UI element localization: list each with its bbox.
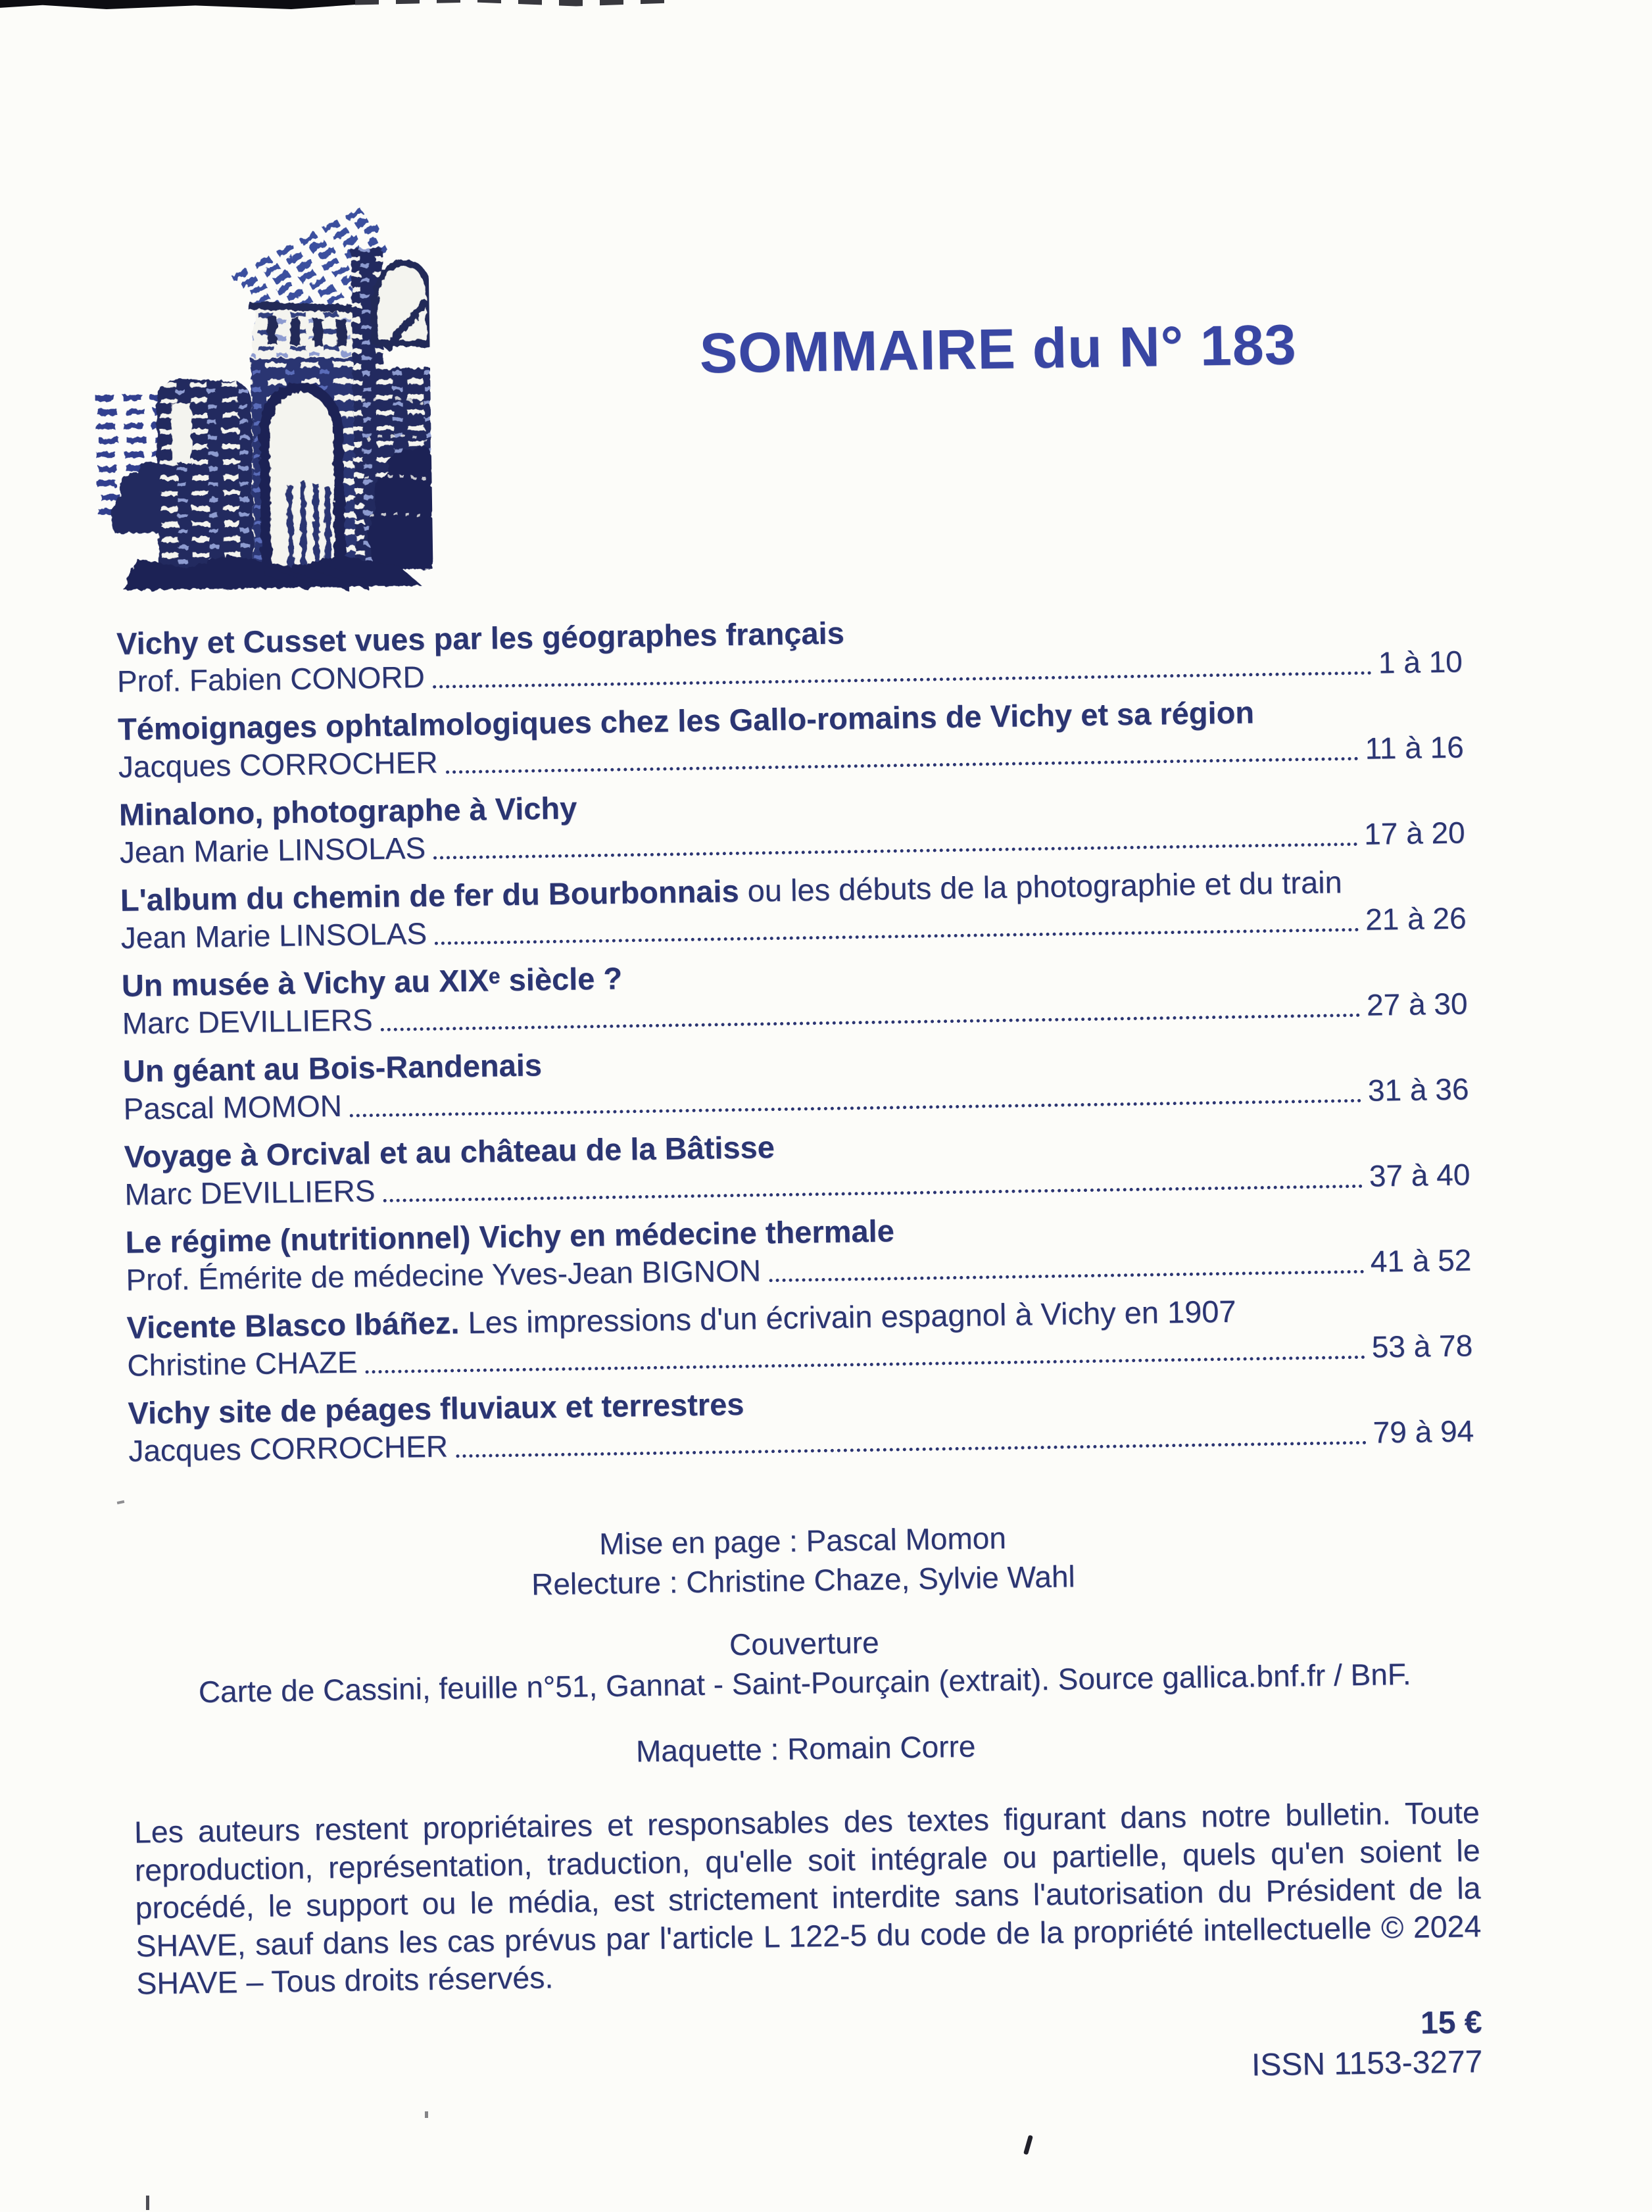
entry-title-bold: Le régime (nutritionnel) Vichy en médecine thermale <box>125 1213 895 1260</box>
entry-title-bold: Vichy site de péages fluviaux et terrestres <box>128 1386 744 1431</box>
entry-author: Prof. Fabien CONORD <box>116 659 425 699</box>
entry-author: Marc DEVILLIERS <box>124 1173 376 1212</box>
entry-pages: 17 à 20 <box>1363 815 1466 851</box>
credit-mise-en-page: Mise en page : Pascal Momon <box>598 1520 1007 1561</box>
castle-engraving-illustration <box>92 201 433 598</box>
entry-pages: 21 à 26 <box>1365 900 1467 937</box>
dot-leader <box>433 672 1372 689</box>
entry-pages: 27 à 30 <box>1366 986 1468 1022</box>
table-of-contents <box>116 605 1474 1480</box>
issn-number: ISSN 1153-3277 <box>1251 2044 1483 2083</box>
couverture-text: Carte de Cassini, feuille n°51, Gannat - Saint-Pourçain (extrait). Source gallica.bnf.fr / BnF. <box>198 1656 1411 1709</box>
credits-block <box>130 1511 1478 1778</box>
toc-entry <box>126 1289 1472 1384</box>
dot-leader <box>456 1441 1367 1458</box>
toc-entry <box>116 605 1463 700</box>
dot-leader <box>350 1099 1361 1118</box>
toc-entry <box>122 1032 1469 1127</box>
dot-leader <box>769 1270 1364 1282</box>
scan-speckle <box>425 2111 428 2118</box>
entry-author: Jean Marie LINSOLAS <box>120 916 427 955</box>
toc-entry <box>125 1203 1471 1298</box>
entry-author: Jacques CORROCHER <box>118 745 438 784</box>
page-title: SOMMAIRE du N° 183 <box>699 313 1298 385</box>
scan-speckle <box>146 2196 149 2210</box>
entry-title-bold: Voyage à Orcival et au château de la Bâtisse <box>124 1129 775 1174</box>
entry-pages: 1 à 10 <box>1378 644 1463 680</box>
entry-title-bold: Vicente Blasco Ibáñez. <box>126 1305 460 1345</box>
credit-maquette: Maquette : Romain Corre <box>635 1729 976 1769</box>
entry-title-rest: Les impressions d'un écrivain espagnol à Vichy en 1907 <box>459 1293 1236 1340</box>
entry-title-bold: Un musée à Vichy au XIXᵉ siècle ? <box>121 960 623 1003</box>
toc-entry <box>121 946 1467 1042</box>
entry-pages: 79 à 94 <box>1373 1413 1474 1450</box>
entry-author: Prof. Émérite de médecine Yves-Jean BIGNON <box>126 1253 762 1297</box>
toc-entry <box>118 690 1464 785</box>
entry-title-bold: Témoignages ophtalmologiques chez les Gallo-romains de Vichy et sa région <box>117 695 1255 747</box>
entry-pages: 41 à 52 <box>1370 1242 1472 1279</box>
dot-leader <box>433 843 1357 860</box>
toc-entry <box>124 1118 1470 1213</box>
entry-author: Marc DEVILLIERS <box>122 1002 373 1041</box>
price: 15 € <box>1420 2005 1482 2041</box>
dot-leader <box>435 928 1359 945</box>
entry-pages: 31 à 36 <box>1367 1071 1469 1108</box>
toc-entry <box>128 1374 1474 1469</box>
footer-block <box>1251 2003 1483 2085</box>
entry-pages: 11 à 16 <box>1365 729 1465 766</box>
entry-author: Jean Marie LINSOLAS <box>119 830 426 870</box>
entry-pages: 37 à 40 <box>1369 1157 1470 1193</box>
toc-entry <box>120 861 1467 956</box>
credit-relecture: Relecture : Christine Chaze, Sylvie Wahl <box>531 1559 1076 1602</box>
entry-pages: 53 à 78 <box>1371 1328 1473 1364</box>
dot-leader <box>381 1014 1361 1031</box>
entry-title-bold: Vichy et Cusset vues par les géographes français <box>116 615 845 661</box>
dot-leader <box>383 1185 1363 1202</box>
entry-title-rest: ou les débuts de la photographie et du train <box>739 864 1343 908</box>
dot-leader <box>446 757 1359 774</box>
entry-title-bold: L'album du chemin de fer du Bourbonnais <box>120 873 739 918</box>
legal-paragraph: Les auteurs restent propriétaires et responsables des textes figurant dans notre bulletin. Toute reproduction, représentation, traduction, qu'elle soit intégrale ou partielle, quels qu'en soient le procédé, le support ou le média, est strictement interdite sans l'autorisation du Président de la SHAVE, sauf dans les cas prévus par l'article L 122-5 du code de la propriété intellectuelle © 2024 SHAVE – Tous droits réservés. <box>134 1795 1482 2001</box>
entry-author: Jacques CORROCHER <box>128 1429 449 1468</box>
dot-leader <box>366 1356 1365 1374</box>
toc-entry <box>119 775 1465 871</box>
entry-author: Pascal MOMON <box>123 1088 343 1126</box>
entry-title-bold: Minalono, photographe à Vichy <box>118 790 577 832</box>
entry-title-bold: Un géant au Bois-Randenais <box>122 1047 543 1089</box>
couverture-label: Couverture <box>729 1625 879 1662</box>
entry-author: Christine CHAZE <box>127 1344 358 1383</box>
